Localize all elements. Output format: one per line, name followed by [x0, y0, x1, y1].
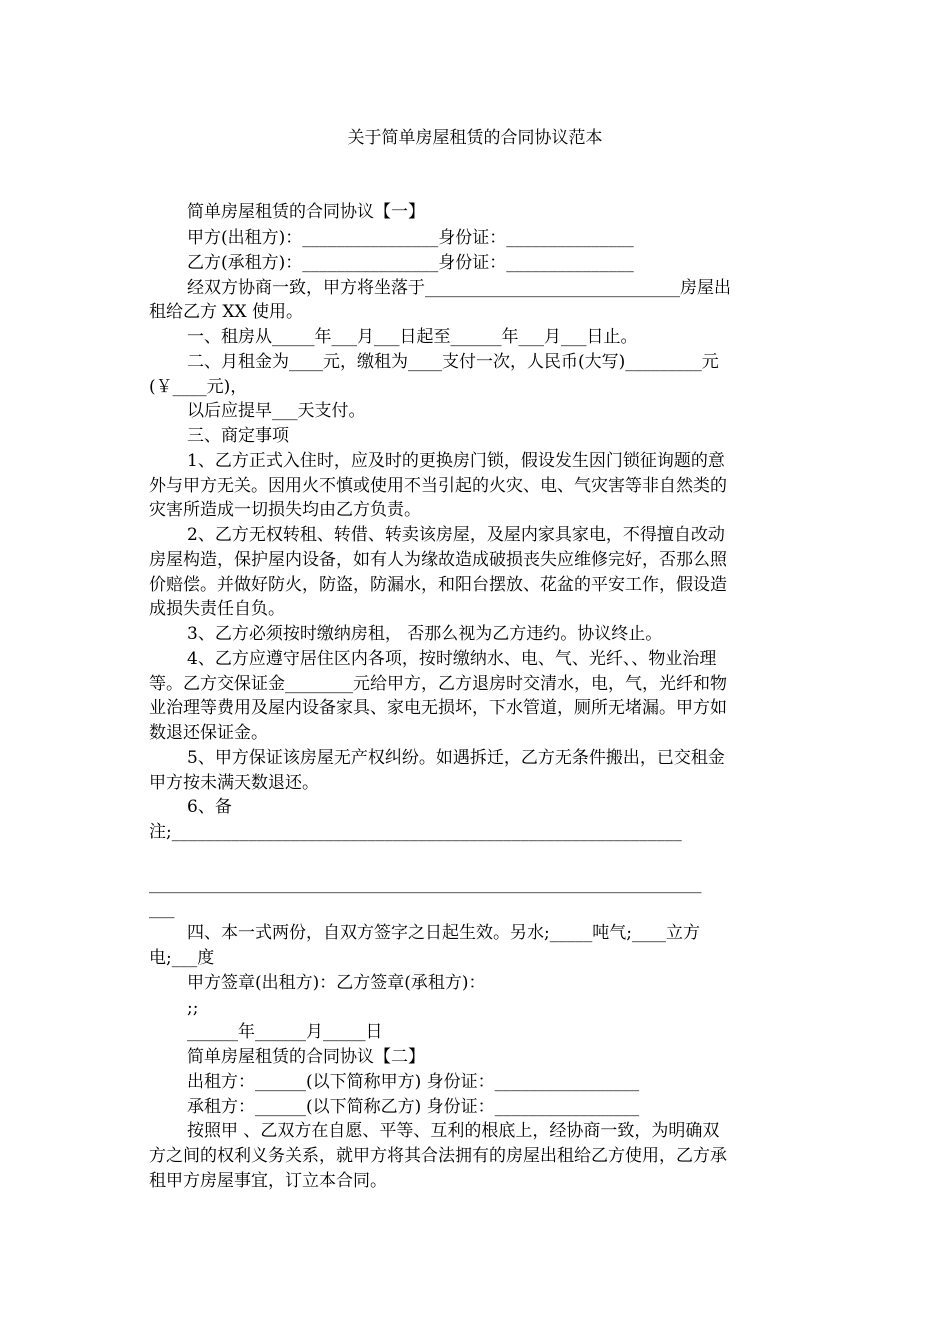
text-line: 以后应提早___天支付。: [187, 401, 366, 421]
text-line: 外与甲方无关。因用火不慎或使用不当引起的火灾、电、气灾害等非自然类的: [149, 476, 727, 496]
text-line: (￥____元)，: [149, 377, 248, 397]
text-line: 甲方签章(出租方)：乙方签章(承租方)：: [187, 973, 486, 993]
text-line: 3、乙方必须按时缴纳房租， 否那么视为乙方违约。协议终止。: [187, 624, 663, 644]
text-line: 5、甲方保证该房屋无产权纠纷。如遇拆迁，乙方无条件搬出，已交租金: [187, 748, 725, 768]
document-title: 关于简单房屋租赁的合同协议范本: [347, 128, 603, 148]
text-line: 等。乙方交保证金________元给甲方，乙方退房时交清水，电，气，光纤和物: [149, 674, 727, 694]
text-line: 灾害所造成一切损失均由乙方负责。: [149, 500, 421, 520]
text-line: 按照甲 、乙双方在自愿、平等、互利的根底上，经协商一致，为明确双: [187, 1121, 720, 1141]
text-line: ______年______月_____日: [187, 1022, 383, 1042]
section-heading-2: 简单房屋租赁的合同协议【二】: [187, 1047, 425, 1067]
text-line: 三、商定事项: [187, 426, 289, 446]
text-line: 甲方(出租方)：________________身份证：_______________: [187, 228, 634, 248]
text-line: 租甲方房屋事宜，订立本合同。: [149, 1171, 387, 1191]
text-line: 成损失责任自负。: [149, 599, 285, 619]
text-line: 电;___度: [149, 948, 215, 968]
text-line: 经双方协商一致，甲方将坐落于______________________________房屋出: [187, 278, 731, 298]
text-line: 4、乙方应遵守居住区内各项，按时缴纳水、电、气、光纤、、物业治理: [187, 649, 717, 669]
text-line: ;;: [187, 998, 199, 1018]
text-line: 2、乙方无权转租、转借、转卖该房屋，及屋内家具家电，不得擅自改动: [187, 525, 725, 545]
text-line: 二、月租金为____元，缴租为____支付一次，人民币(大写)_________元: [187, 352, 719, 372]
text-line: 租给乙方 XX 使用。: [149, 302, 304, 322]
text-line: 方之间的权利义务关系，就甲方将其合法拥有的房屋出租给乙方使用，乙方承: [149, 1146, 727, 1166]
text-line: 承租方：______(以下简称乙方) 身份证：_________________: [187, 1097, 640, 1117]
text-line: 6、备: [187, 797, 232, 817]
text-line: 价赔偿。并做好防火，防盗，防漏水，和阳台摆放、花盆的平安工作，假设造: [149, 575, 727, 595]
text-line: 房屋构造，保护屋内设备，如有人为缘故造成破损丧失应维修完好，否那么照: [149, 550, 727, 570]
text-line: _________________________________________________________________: [149, 874, 702, 894]
text-line: 出租方：______(以下简称甲方) 身份证：_________________: [187, 1072, 640, 1092]
text-line: 数退还保证金。: [149, 723, 268, 743]
text-line: 业治理等费用及屋内设备家具、家电无损坏，下水管道，厕所无堵漏。甲方如: [149, 698, 727, 718]
text-line: 一、租房从_____年___月___日起至______年___月___日止。: [187, 327, 638, 347]
text-line: 四、本一式两份，自双方签字之日起生效。另水;_____吨气;____立方: [187, 923, 700, 943]
text-line: 1、乙方正式入住时，应及时的更换房门锁，假设发生因门锁征询题的意: [187, 451, 725, 471]
text-line: 甲方按未满天数退还。: [149, 773, 319, 793]
text-line: 注;____________________________________________________________: [149, 822, 682, 842]
text-line: 乙方(承租方)：________________身份证：_______________: [187, 253, 634, 273]
section-heading-1: 简单房屋租赁的合同协议【一】: [187, 202, 425, 222]
text-line: ___: [149, 899, 175, 919]
